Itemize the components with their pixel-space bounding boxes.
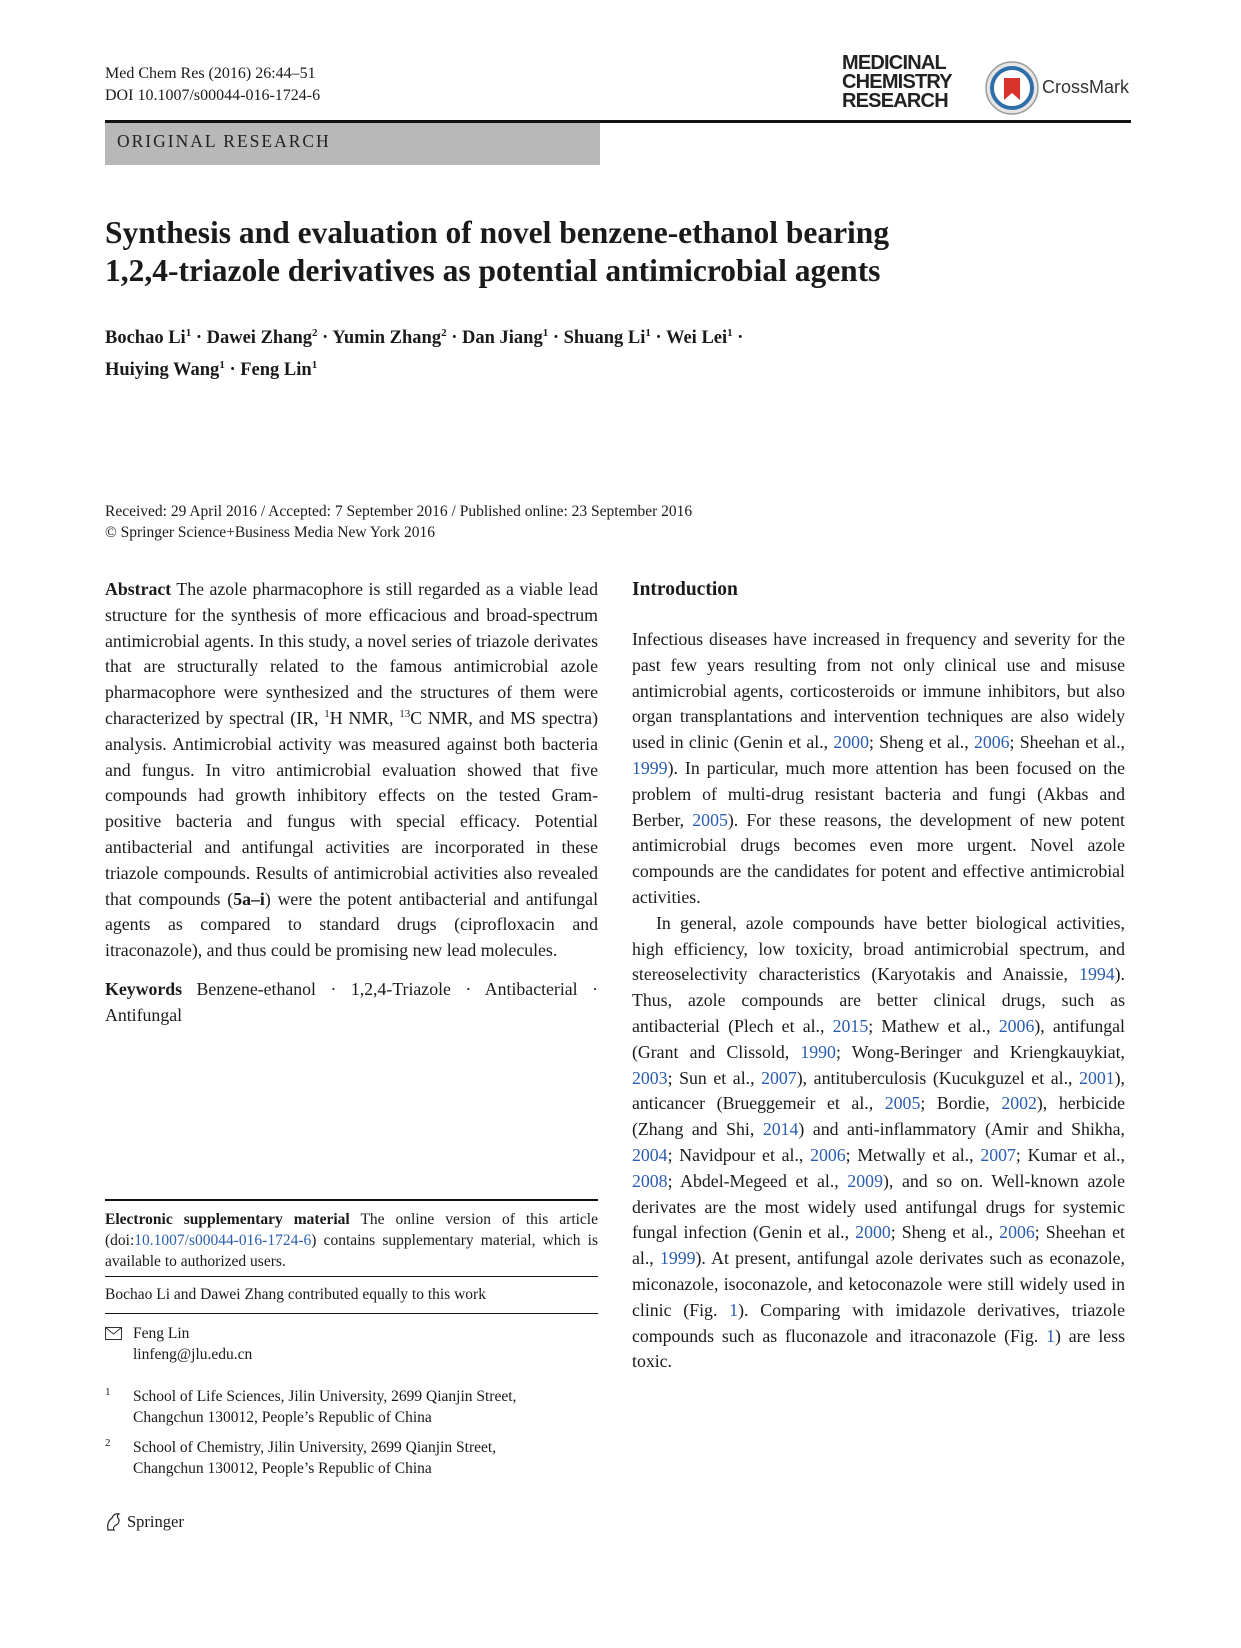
- introduction-paragraph-1: Infectious diseases have increased in frequency and severity for the past few years resulting from not only clinical use and misuse antimicrobial agents, corticosteroids or immune inhibitors, but also organ transplantations and intervention techniques are also widely used in clinic (Genin et al., 2000; Sheng et al., 2006; Sheehan et al., 1999). In particular, much more attention has been focused on the problem of multi-drug resistant bacteria and fungi (Akbas and Berber, 2005). For these reasons, the development of new potent antimicrobial drugs becomes even more urgent. Novel azole compounds are the candidates for potent and effective antimicrobial activities.: [632, 629, 1125, 907]
- citation-link[interactable]: 2004: [632, 1144, 668, 1165]
- citation-link[interactable]: 1990: [800, 1041, 836, 1062]
- corresponding-name: Feng Lin: [133, 1325, 190, 1342]
- crossmark-label: CrossMark: [1042, 77, 1130, 97]
- citation-link[interactable]: 2014: [762, 1119, 799, 1140]
- equal-contribution-note: Bochao Li and Dawei Zhang contributed equally to this work: [105, 1286, 486, 1303]
- author[interactable]: Wei Lei$^1$: [665, 327, 733, 349]
- journal-citation-line: Med Chem Res (2016) 26:44–51: [105, 65, 316, 82]
- right-column: [632, 577, 1125, 1375]
- citation-link[interactable]: 2009: [847, 1170, 883, 1191]
- keywords-label: Keywords: [105, 978, 183, 999]
- compound-ref: 5a–i: [233, 888, 265, 909]
- citation-link[interactable]: 1994: [1079, 964, 1115, 985]
- author[interactable]: Shuang Li$^1$: [563, 327, 651, 349]
- publisher-mark: [105, 1512, 184, 1532]
- citation-link[interactable]: 2006: [810, 1144, 846, 1165]
- footnote-rule: [105, 1199, 598, 1201]
- citation-link[interactable]: 1999: [659, 1248, 696, 1269]
- doi-line: DOI 10.1007/s00044-016-1724-6: [105, 87, 321, 104]
- author[interactable]: Bochao Li$^1$: [105, 327, 192, 349]
- citation-link[interactable]: 2002: [1001, 1093, 1037, 1114]
- citation-link[interactable]: 2015: [832, 1015, 869, 1036]
- left-column: [105, 577, 598, 1029]
- affiliation-number: 2: [105, 1437, 111, 1449]
- journal-citation: [105, 63, 320, 107]
- introduction-heading: Introduction: [632, 579, 738, 600]
- keywords: [105, 977, 598, 1029]
- citation-link[interactable]: 2006: [999, 1222, 1035, 1243]
- corresponding-author: [105, 1323, 598, 1365]
- footnote-rule: [105, 1313, 598, 1314]
- author[interactable]: Huiying Wang$^1$: [105, 359, 225, 381]
- section-banner: ORIGINAL RESEARCH: [105, 123, 600, 165]
- citation-link[interactable]: 2006: [998, 1015, 1035, 1036]
- corresponding-email[interactable]: linfeng@jlu.edu.cn: [133, 1346, 253, 1363]
- introduction-paragraph-2: In general, azole compounds have better biological activities, high efficiency, low toxicity, broad antimicrobial spectrum, and stereoselectivity characteristics (Karyotakis and Anaissie, 1994). Thus, azole compounds are better clinical drugs, such as antibacterial (Plech et al., 2015; Mathew et al., 2006), antifungal (Grant and Clissold, 1990; Wong-Beringer and Kriengkauykiat, 2003; Sun et al., 2007), antituberculosis (Kucukguzel et al., 2001), anticancer (Brueggemeir et al., 2005; Bordie, 2002), herbicide (Zhang and Shi, 2014) and anti-inflammatory (Amir and Shikha, 2004; Navidpour et al., 2006; Metwally et al., 2007; Kumar et al., 2008; Abdel-Megeed et al., 2009), and so on. Well-known azole derivates are the most widely used antifungal drugs for systemic fungal infection (Genin et al., 2000; Sheng et al., 2006; Sheehan et al., 1999). At present, antifungal azole derivates such as econazole, miconazole, isoconazole, and ketoconazole were still widely used in clinic (Fig. 1). Comparing with imidazole derivatives, triazole compounds such as fluconazole and itraconazole (Fig. 1) are less toxic.: [632, 912, 1126, 1372]
- citation-link[interactable]: 2007: [761, 1067, 797, 1088]
- citation-link[interactable]: 2005: [884, 1093, 921, 1114]
- citation-link[interactable]: 2000: [833, 732, 869, 753]
- author[interactable]: Feng Lin$^1$: [240, 359, 318, 381]
- figure-link[interactable]: 1: [1046, 1325, 1055, 1346]
- author-list: Bochao $Li^1$ · Dawei Zhang$^2$ · Yumin Zhang$^2$ · Dan Jiang$^1$ · Shuang $Li^1$ · Wei Lei$^1$ · Huiying Wang$^1$ · Feng Lin$^1$: [105, 327, 744, 381]
- figure-link[interactable]: 1: [729, 1299, 739, 1320]
- author[interactable]: Yumin Zhang$^2$: [332, 327, 447, 349]
- journal-logo-line3: RESEARCH: [842, 90, 948, 112]
- abstract: Abstract The azole pharmacophore is still regarded as a viable lead structure for the synthesis of more efficacious and broad-spectrum antimicrobial agents. In this study, a novel series of triazole derivates that are structurally related to the famous antimicrobial azole pharmacophore were synthesized and the structures of them were characterized by spectral (IR, $^1$H NMR, $^{13}$C NMR, and MS spectra) analysis. Antimicrobial activity was measured against both bacteria and fungus. In vitro antimicrobial evaluation showed that five compounds had growth inhibitory effects on the tested Gram-positive bacteria and fungus with special efficacy. Potential antibacterial and antifungal activities are incorporated in these triazole compounds. Results of antimicrobial activities also revealed that compounds (5a–i) were the potent antibacterial and antifungal agents as compared to standard drugs (ciprofloxacin and itraconazole), and thus could be promising new lead molecules.: [105, 579, 599, 961]
- citation-link[interactable]: 2006: [973, 732, 1010, 753]
- citation-link[interactable]: 2003: [632, 1067, 668, 1088]
- citation-link[interactable]: 1999: [632, 757, 668, 778]
- author[interactable]: Dawei Zhang$^2$: [206, 327, 318, 349]
- citation-link[interactable]: 2008: [632, 1170, 668, 1191]
- date-history: Received: 29 April 2016 / Accepted: 7 September 2016 / Published online: 23 September 2016: [105, 503, 693, 520]
- paper-title: [105, 214, 1105, 290]
- citation-link[interactable]: 2000: [855, 1222, 891, 1243]
- springer-horse-icon: [105, 1512, 123, 1532]
- journal-logo: [842, 54, 982, 111]
- affiliation-number: 1: [105, 1386, 111, 1398]
- copyright: © Springer Science+Business Media New York 2016: [105, 524, 436, 541]
- keywords-text: Benzene-ethanol · 1,2,4-Triazole · Antibacterial · Antifungal: [105, 978, 598, 1025]
- journal-logo-line2: CHEMISTRY: [842, 71, 952, 93]
- envelope-icon: [105, 1327, 122, 1340]
- title-line-1: Synthesis and evaluation of novel benzene-ethanol bearing: [105, 215, 890, 250]
- publication-dates: [105, 501, 1131, 543]
- author[interactable]: Dan Jiang$^1$: [462, 327, 549, 349]
- citation-link[interactable]: 2005: [692, 809, 728, 830]
- doi-link[interactable]: 10.1007/s00044-016-1724-6: [134, 1232, 312, 1249]
- esm-note: Electronic supplementary material The online version of this article (doi:10.1007/s00044-016-1724-6) contains supplementary material, which is available to authorized users.: [105, 1211, 598, 1270]
- abstract-label: Abstract: [105, 579, 172, 599]
- footnote-rule: [105, 1276, 598, 1277]
- citation-link[interactable]: 2007: [980, 1144, 1016, 1165]
- crossmark-badge[interactable]: [984, 60, 1134, 118]
- crossmark-icon: [984, 60, 1040, 116]
- journal-logo-line1: MEDICINAL: [842, 52, 946, 74]
- citation-link[interactable]: 2001: [1079, 1067, 1115, 1088]
- title-line-2: 1,2,4-triazole derivatives as potential antimicrobial agents: [105, 253, 881, 288]
- publisher-name: Springer: [127, 1512, 184, 1531]
